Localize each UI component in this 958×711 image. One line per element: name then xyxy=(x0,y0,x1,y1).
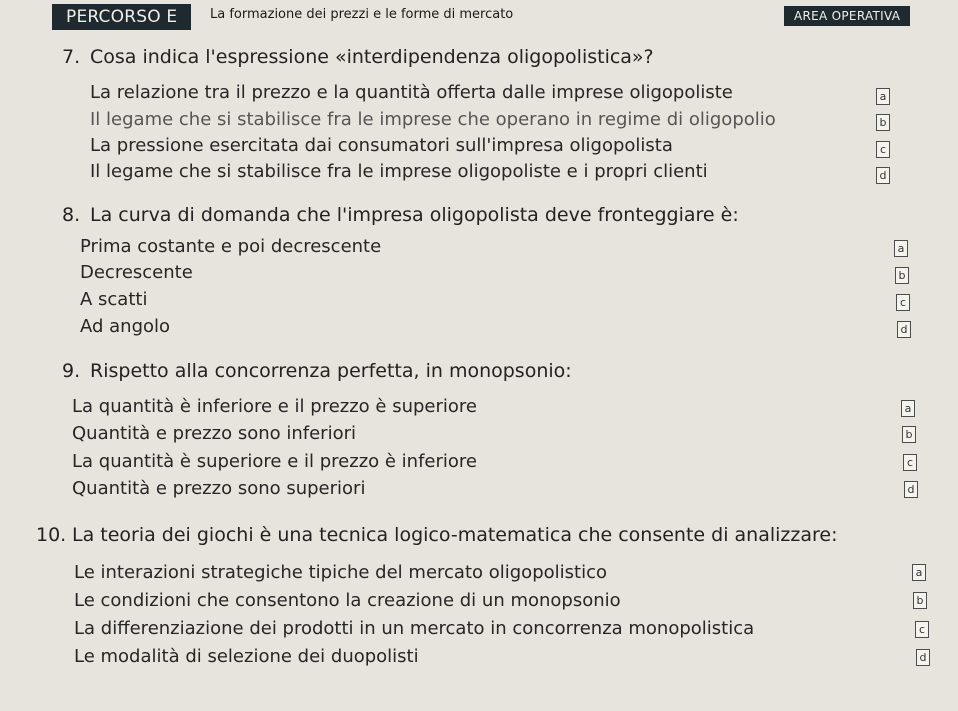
option-7d-box[interactable]: d xyxy=(876,167,890,184)
option-10a-box[interactable]: a xyxy=(912,564,926,581)
option-7b-box[interactable]: b xyxy=(876,114,890,131)
option-8d-box[interactable]: d xyxy=(897,321,911,338)
option-8c-box[interactable]: c xyxy=(896,294,910,311)
section-badge: PERCORSO E xyxy=(52,4,191,30)
option-7c[interactable]: La pressione esercitata dai consumatori sull'impresa oligopolista xyxy=(90,135,673,156)
option-9a-box[interactable]: a xyxy=(901,400,915,417)
option-8a-box[interactable]: a xyxy=(894,240,908,257)
question-number: 9. xyxy=(62,360,81,382)
option-8a[interactable]: Prima costante e poi decrescente xyxy=(80,236,382,257)
option-8b-box[interactable]: b xyxy=(895,267,909,284)
question-7 xyxy=(62,46,654,68)
question-text: Rispetto alla concorrenza perfetta, in monopsonio: xyxy=(90,360,572,382)
question-number: 10. xyxy=(36,524,67,546)
option-7d[interactable]: Il legame che si stabilisce fra le imprese oligopoliste e i propri clienti xyxy=(90,161,708,182)
question-text: Cosa indica l'espressione «interdipendenza oligopolistica»? xyxy=(90,46,654,68)
option-9a[interactable]: La quantità è inferiore e il prezzo è superiore xyxy=(72,396,477,417)
question-number: 7. xyxy=(62,46,81,68)
question-8 xyxy=(62,204,739,226)
option-9c[interactable]: La quantità è superiore e il prezzo è inferiore xyxy=(72,451,477,472)
option-9d-box[interactable]: d xyxy=(904,481,918,498)
option-9b[interactable]: Quantità e prezzo sono inferiori xyxy=(72,423,356,444)
area-badge: AREA OPERATIVA xyxy=(784,6,910,26)
question-9 xyxy=(62,360,572,382)
option-10b-box[interactable]: b xyxy=(913,592,927,609)
option-8c[interactable]: A scatti xyxy=(80,289,148,310)
option-7a-box[interactable]: a xyxy=(876,88,890,105)
option-10c-box[interactable]: c xyxy=(915,621,929,638)
question-number: 8. xyxy=(62,204,81,226)
option-9c-box[interactable]: c xyxy=(903,454,917,471)
option-7c-box[interactable]: c xyxy=(876,141,890,158)
chapter-title: La formazione dei prezzi e le forme di mercato xyxy=(210,7,514,22)
option-7b[interactable]: Il legame che si stabilisce fra le imprese che operano in regime di oligopolio xyxy=(90,109,776,130)
option-10a[interactable]: Le interazioni strategiche tipiche del mercato oligopolistico xyxy=(74,562,607,583)
page-header xyxy=(0,0,958,36)
option-8b[interactable]: Decrescente xyxy=(80,262,193,283)
option-10d[interactable]: Le modalità di selezione dei duopolisti xyxy=(74,646,419,667)
option-9b-box[interactable]: b xyxy=(902,426,916,443)
option-10d-box[interactable]: d xyxy=(916,649,930,666)
question-text: La curva di domanda che l'impresa oligopolista deve fronteggiare è: xyxy=(90,204,739,226)
question-text: La teoria dei giochi è una tecnica logico-matematica che consente di analizzare: xyxy=(72,524,838,546)
option-7a[interactable]: La relazione tra il prezzo e la quantità offerta dalle imprese oligopoliste xyxy=(90,82,733,103)
option-8d[interactable]: Ad angolo xyxy=(80,316,171,337)
option-10b[interactable]: Le condizioni che consentono la creazione di un monopsonio xyxy=(74,590,621,611)
question-10 xyxy=(36,524,837,546)
option-9d[interactable]: Quantità e prezzo sono superiori xyxy=(72,478,366,499)
option-10c[interactable]: La differenziazione dei prodotti in un mercato in concorrenza monopolistica xyxy=(74,618,755,639)
